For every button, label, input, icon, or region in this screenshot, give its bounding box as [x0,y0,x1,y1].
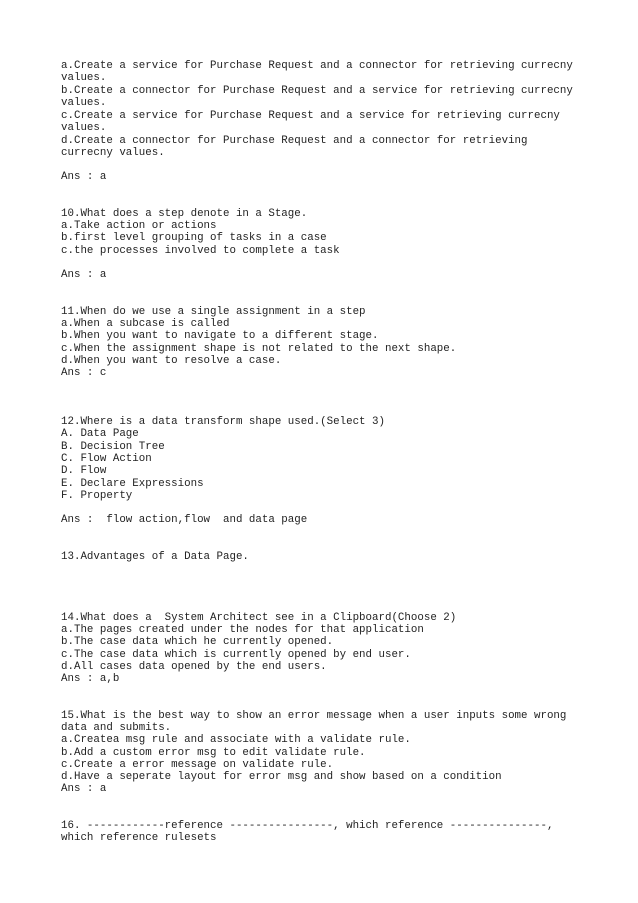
text-line: currecny values. [61,147,165,159]
option-line: a.Createa msg rule and associate with a validate rule. [61,734,411,746]
text-line: a.Create a service for Purchase Request and a connector for retrieving currecny [61,60,573,72]
option-line: c.The case data which is currently opened by end user. [61,649,411,661]
answer-line: Ans : a [61,783,107,795]
option-line: B. Decision Tree [61,441,165,453]
question-line: 15.What is the best way to show an error message when a user inputs some wrong [61,710,567,722]
option-line: C. Flow Action [61,453,152,465]
option-line: a.The pages created under the nodes for that application [61,624,424,636]
question-line: data and submits. [61,722,172,734]
question-line: 14.What does a System Architect see in a Clipboard(Choose 2) [61,612,457,624]
option-line: a.Take action or actions [61,220,217,232]
option-line: a.When a subcase is called [61,318,230,330]
answer-line: Ans : a [61,269,107,281]
text-line: values. [61,122,107,134]
option-line: c.the processes involved to complete a task [61,245,340,257]
option-line: b.The case data which he currently opened. [61,636,334,648]
option-line: F. Property [61,490,133,502]
question-line: which reference rulesets [61,832,217,844]
option-line: d.All cases data opened by the end users. [61,661,327,673]
answer-line: Ans : a [61,171,107,183]
answer-line: Ans : a,b [61,673,120,685]
text-line: d.Create a connector for Purchase Request and a connector for retrieving [61,135,528,147]
text-line: b.Create a connector for Purchase Request and a service for retrieving currecny [61,85,573,97]
option-line: b.first level grouping of tasks in a case [61,232,327,244]
answer-line: Ans : c [61,367,107,379]
option-line: c.Create a error message on validate rule. [61,759,334,771]
option-line: d.When you want to resolve a case. [61,355,282,367]
answer-line: Ans : flow action,flow and data page [61,514,308,526]
question-line: 16. ------------reference ----------------, which reference ---------------, [61,820,554,832]
text-line: c.Create a service for Purchase Request and a service for retrieving currecny [61,110,560,122]
option-line: b.Add a custom error msg to edit validate rule. [61,747,366,759]
question-line: 10.What does a step denote in a Stage. [61,208,308,220]
option-line: E. Declare Expressions [61,478,204,490]
option-line: d.Have a seperate layout for error msg and show based on a condition [61,771,502,783]
text-line: values. [61,97,107,109]
question-line: 13.Advantages of a Data Page. [61,551,249,563]
text-line: values. [61,72,107,84]
option-line: A. Data Page [61,428,139,440]
option-line: D. Flow [61,465,107,477]
question-line: 11.When do we use a single assignment in a step [61,306,366,318]
question-line: 12.Where is a data transform shape used.(Select 3) [61,416,385,428]
option-line: c.When the assignment shape is not related to the next shape. [61,343,457,355]
option-line: b.When you want to navigate to a different stage. [61,330,379,342]
